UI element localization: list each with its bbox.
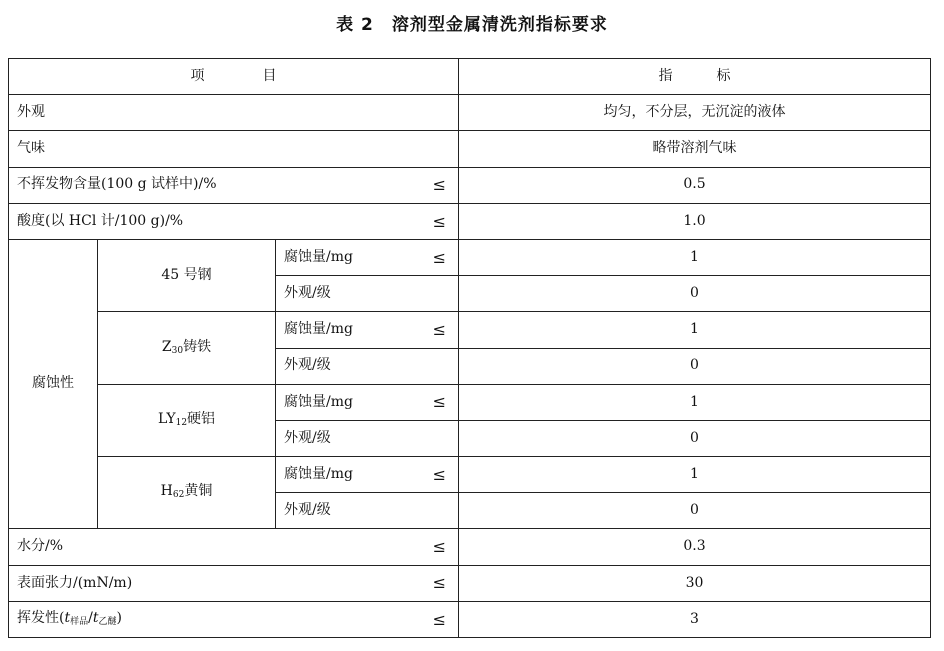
corrosion-appearance-label: 外观/级 <box>276 348 459 384</box>
volatility-label-suffix: ) <box>116 609 122 626</box>
corrosion-grade-value: 0 <box>459 493 931 529</box>
table-title: 表 2 溶剂型金属清洗剂指标要求 <box>336 15 608 35</box>
tension-value: 30 <box>459 565 931 601</box>
appearance-value: 均匀，不分层，无沉淀的液体 <box>459 95 931 131</box>
corrosion-grade-value: 0 <box>459 348 931 384</box>
leq-symbol: ≤ <box>432 464 446 484</box>
leq-symbol: ≤ <box>432 537 446 557</box>
material-prefix: H <box>160 483 173 500</box>
appearance-label: 外观 <box>9 95 459 131</box>
corrosion-loss-label: 腐蚀量/mg <box>284 465 353 482</box>
volatility-slash: / <box>88 609 93 626</box>
odor-label: 气味 <box>9 131 459 167</box>
tension-label: 表面张力/(mN/m) <box>17 574 133 591</box>
table-row <box>9 457 931 493</box>
material-suffix: 黄铜 <box>184 483 213 500</box>
material-prefix: Z <box>161 338 172 355</box>
corrosion-loss-label: 腐蚀量/mg <box>284 248 353 265</box>
material-suffix: 硬铝 <box>187 410 216 427</box>
leq-symbol: ≤ <box>432 247 446 267</box>
water-label: 水分/% <box>17 538 64 555</box>
table-row <box>9 529 931 565</box>
spec-table <box>8 58 931 638</box>
acidity-value: 1.0 <box>459 203 931 239</box>
corrosion-grade-value: 0 <box>459 276 931 312</box>
corrosion-appearance-label: 外观/级 <box>276 493 459 529</box>
leq-symbol: ≤ <box>432 609 446 629</box>
material-name <box>98 384 276 456</box>
header-row <box>9 59 931 95</box>
volatility-value: 3 <box>459 601 931 637</box>
volatility-sub2: 乙醚 <box>98 616 117 627</box>
material-sub: 62 <box>172 490 185 501</box>
corrosion-appearance-label: 外观/级 <box>276 420 459 456</box>
header-index-cell <box>459 59 931 95</box>
material-sub: 12 <box>175 417 188 428</box>
corrosion-loss-value: 1 <box>459 457 931 493</box>
corrosion-loss-value: 1 <box>459 384 931 420</box>
material-name <box>98 457 276 529</box>
volatility-t2: t <box>92 609 99 626</box>
table-row <box>9 167 931 203</box>
material-name <box>98 239 276 311</box>
table-row <box>9 565 931 601</box>
material-name <box>98 312 276 384</box>
volatility-label <box>17 611 122 628</box>
table-row <box>9 95 931 131</box>
leq-symbol: ≤ <box>432 320 446 340</box>
corrosion-appearance-label: 外观/级 <box>276 276 459 312</box>
table-row <box>9 239 931 275</box>
header-item-b: 目 <box>262 67 277 84</box>
table-row <box>9 312 931 348</box>
corrosion-loss-label: 腐蚀量/mg <box>284 393 353 410</box>
table-row <box>9 131 931 167</box>
material-suffix: 铸铁 <box>183 338 212 355</box>
header-index-b: 标 <box>716 67 731 84</box>
leq-symbol: ≤ <box>432 211 446 231</box>
table-row <box>9 384 931 420</box>
acidity-label: 酸度(以 HCl 计/100 g)/% <box>17 212 184 229</box>
header-item-cell <box>9 59 459 95</box>
corrosion-loss-value: 1 <box>459 239 931 275</box>
material-prefix: LY <box>157 410 176 427</box>
leq-symbol: ≤ <box>432 175 446 195</box>
header-item-a: 项 <box>190 67 205 84</box>
nonvolatile-label: 不挥发物含量(100 g 试样中)/% <box>17 176 217 193</box>
volatility-label-prefix: 挥发性( <box>17 609 65 626</box>
material-name-text: 45 号钢 <box>161 266 212 283</box>
corrosion-loss-value: 1 <box>459 312 931 348</box>
volatility-sub1: 样品 <box>70 616 89 627</box>
water-value: 0.3 <box>459 529 931 565</box>
table-row <box>9 203 931 239</box>
nonvolatile-value: 0.5 <box>459 167 931 203</box>
material-sub: 30 <box>171 345 184 356</box>
leq-symbol: ≤ <box>432 392 446 412</box>
corrosion-loss-label: 腐蚀量/mg <box>284 321 353 338</box>
odor-value: 略带溶剂气味 <box>459 131 931 167</box>
corrosion-grade-value: 0 <box>459 420 931 456</box>
corrosion-label: 腐蚀性 <box>9 239 98 529</box>
header-index-a: 指 <box>658 67 673 84</box>
volatility-t1: t <box>64 609 71 626</box>
table-row <box>9 601 931 637</box>
leq-symbol: ≤ <box>432 573 446 593</box>
